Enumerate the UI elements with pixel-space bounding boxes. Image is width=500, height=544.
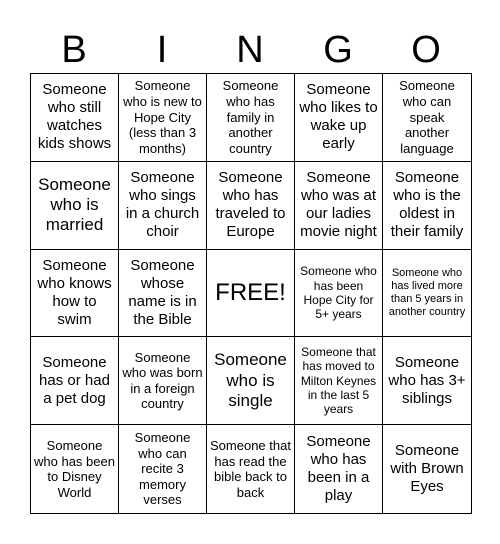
- bingo-cell-r5c3[interactable]: Someone that has read the bible back to back: [207, 425, 295, 513]
- bingo-cell-r5c1[interactable]: Someone who has been to Disney World: [31, 425, 119, 513]
- bingo-cell-r4c1[interactable]: Someone has or had a pet dog: [31, 337, 119, 425]
- header-letter-b: B: [61, 29, 87, 71]
- bingo-cell-r3c5[interactable]: Someone who has lived more than 5 years in another country: [383, 250, 471, 338]
- bingo-cell-r1c5[interactable]: Someone who can speak another language: [383, 74, 471, 162]
- bingo-cell-r1c1[interactable]: Someone who still watches kids shows: [31, 74, 119, 162]
- bingo-cell-r2c1[interactable]: Someone who is married: [31, 162, 119, 250]
- bingo-cell-r2c4[interactable]: Someone who was at our ladies movie night: [295, 162, 383, 250]
- bingo-cell-r1c3[interactable]: Someone who has family in another country: [207, 74, 295, 162]
- bingo-cell-r3c2[interactable]: Someone whose name is in the Bible: [119, 250, 207, 338]
- bingo-cell-r5c4[interactable]: Someone who has been in a play: [295, 425, 383, 513]
- bingo-cell-r4c2[interactable]: Someone who was born in a foreign country: [119, 337, 207, 425]
- header-letter-o: O: [411, 29, 441, 71]
- bingo-cell-r5c5[interactable]: Someone with Brown Eyes: [390, 442, 464, 496]
- header-letter-n: N: [236, 29, 264, 71]
- bingo-card: [30, 73, 472, 514]
- bingo-cell-r3c4[interactable]: Someone who has been Hope City for 5+ years: [295, 250, 383, 338]
- header-letter-g: G: [323, 29, 353, 71]
- free-space[interactable]: FREE!: [207, 250, 295, 338]
- bingo-cell-r2c3[interactable]: Someone who has traveled to Europe: [207, 162, 295, 250]
- bingo-cell-r4c4[interactable]: Someone that has moved to Milton Keynes in the last 5 years: [295, 337, 383, 425]
- bingo-cell-r3c1[interactable]: Someone who knows how to swim: [31, 250, 119, 338]
- bingo-cell-r5c2[interactable]: Someone who can recite 3 memory verses: [119, 425, 207, 513]
- bingo-cell-r1c2[interactable]: Someone who is new to Hope City (less than 3 months): [119, 74, 207, 162]
- bingo-cell-r4c3[interactable]: Someone who is single: [207, 337, 295, 425]
- bingo-cell-r4c5[interactable]: Someone who has 3+ siblings: [383, 337, 471, 425]
- header-letter-i: I: [156, 29, 168, 71]
- bingo-cell-r2c5[interactable]: Someone who is the oldest in their family: [383, 162, 471, 250]
- bingo-cell-r1c4[interactable]: Someone who likes to wake up early: [295, 74, 383, 162]
- bingo-header: [30, 28, 472, 72]
- bingo-cell-r2c2[interactable]: Someone who sings in a church choir: [119, 162, 207, 250]
